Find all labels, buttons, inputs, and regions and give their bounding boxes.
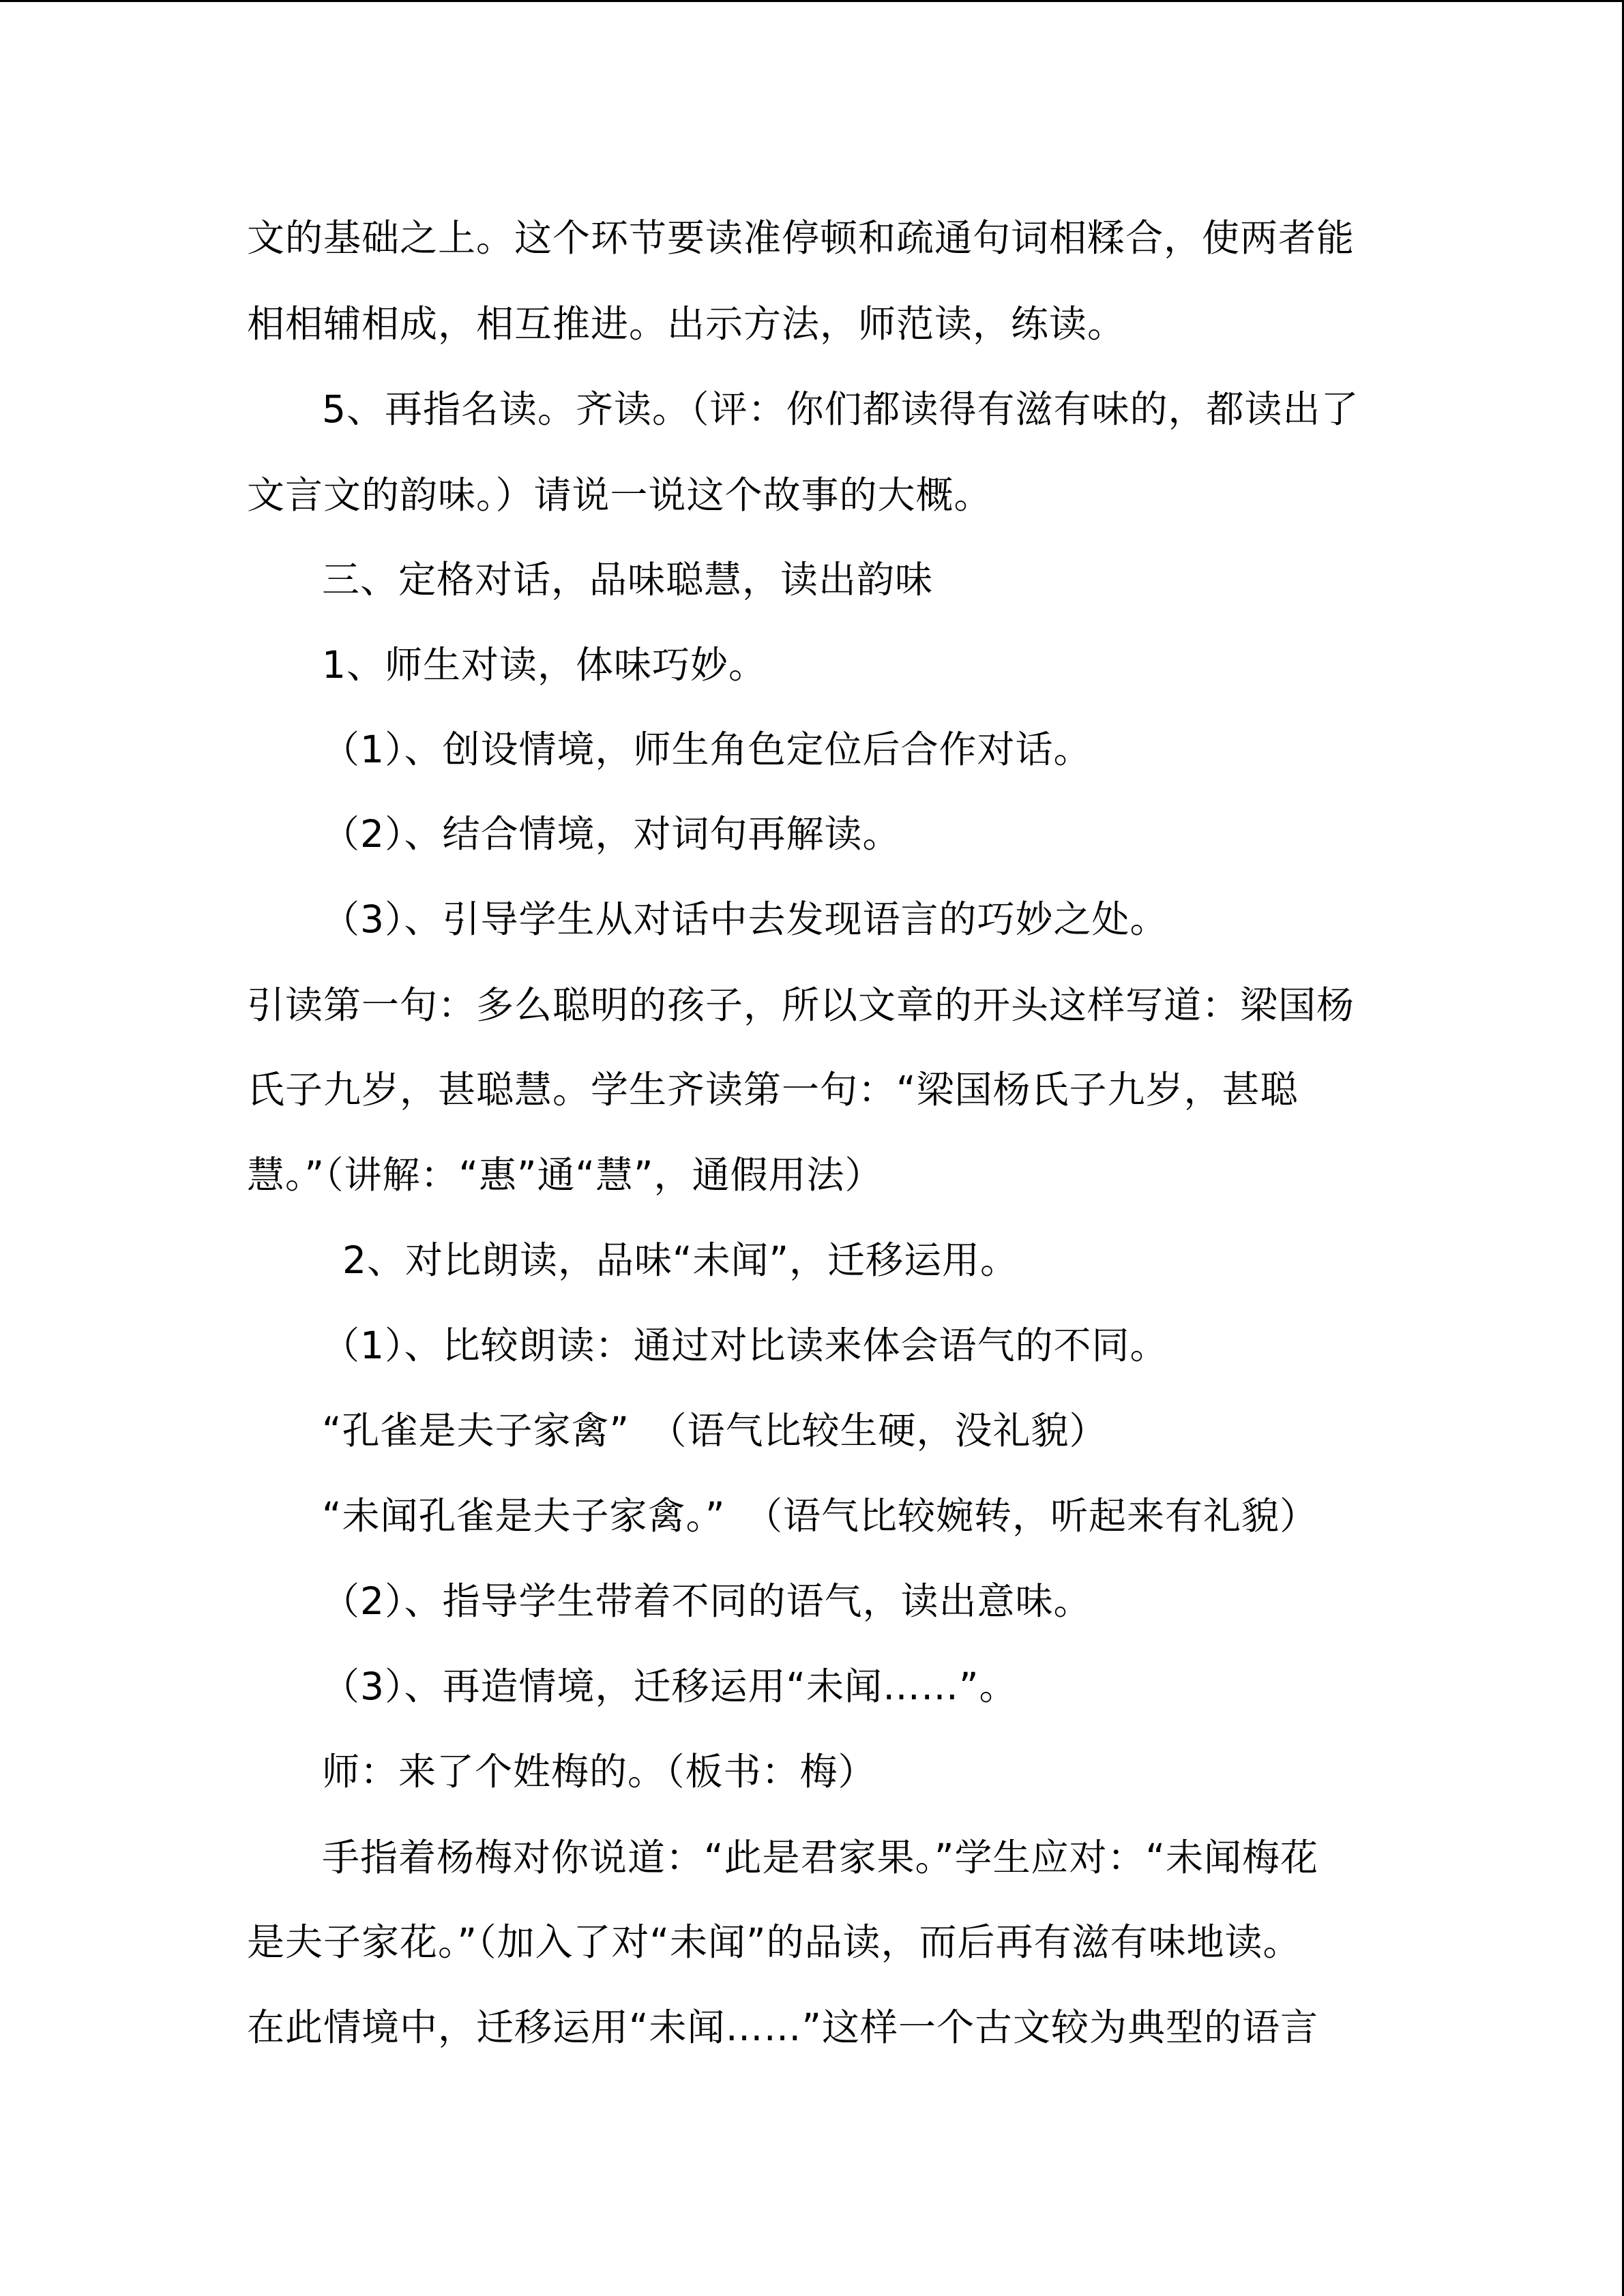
subsection-heading: 1、师生对读，体味巧妙。 — [322, 643, 767, 687]
paragraph-line: 手指着杨梅对你说道：“此是君家果。”学生应对：“未闻梅花 — [322, 1836, 1318, 1879]
paragraph-line: 慧。”（讲解：“惠”通“慧”，通假用法） — [247, 1153, 883, 1197]
paragraph-line: 5、再指名读。齐读。（评：你们都读得有滋有味的，都读出了 — [322, 387, 1359, 431]
paragraph-line: （3）、再造情境，迁移运用“未闻……”。 — [322, 1665, 1018, 1708]
paragraph-line: （1）、比较朗读：通过对比读来体会语气的不同。 — [322, 1324, 1168, 1367]
paragraph-line: （1）、创设情境，师生角色定位后合作对话。 — [322, 728, 1092, 771]
subsection-heading: 2、对比朗读，品味“未闻”，迁移运用。 — [342, 1238, 1018, 1282]
paragraph-line: （2）、结合情境，对词句再解读。 — [322, 812, 901, 856]
paragraph-line: 相相辅相成，相互推进。出示方法，师范读，练读。 — [247, 302, 1126, 346]
paragraph-line: 是夫子家花。”（加入了对“未闻”的品读，而后再有滋有味地读。 — [247, 1920, 1301, 1964]
paragraph-line: （3）、引导学生从对话中去发现语言的巧妙之处。 — [322, 897, 1168, 941]
paragraph-line: 在此情境中，迁移运用“未闻……”这样一个古文较为典型的语言 — [247, 2006, 1318, 2049]
paragraph-line: “孔雀是夫子家禽” （语气比较生硬，没礼貌） — [322, 1409, 1108, 1452]
paragraph-line: 文言文的韵味。）请说一说这个故事的大概。 — [247, 473, 992, 517]
paragraph-line: “未闻孔雀是夫子家禽。” （语气比较婉转，听起来有礼貌） — [322, 1494, 1318, 1538]
paragraph-line: 文的基础之上。这个环节要读准停顿和疏通句词相糅合，使两者能 — [247, 216, 1355, 260]
paragraph-line: （2）、指导学生带着不同的语气，读出意味。 — [322, 1579, 1092, 1623]
paragraph-line: 氏子九岁，甚聪慧。学生齐读第一句：“梁国杨氏子九岁，甚聪 — [247, 1068, 1299, 1112]
section-heading: 三、定格对话，品味聪慧，读出韵味 — [322, 558, 934, 601]
paragraph-line: 师：来了个姓梅的。（板书：梅） — [322, 1750, 876, 1793]
paragraph-line: 引读第一句：多么聪明的孩子，所以文章的开头这样写道：梁国杨 — [247, 983, 1355, 1027]
